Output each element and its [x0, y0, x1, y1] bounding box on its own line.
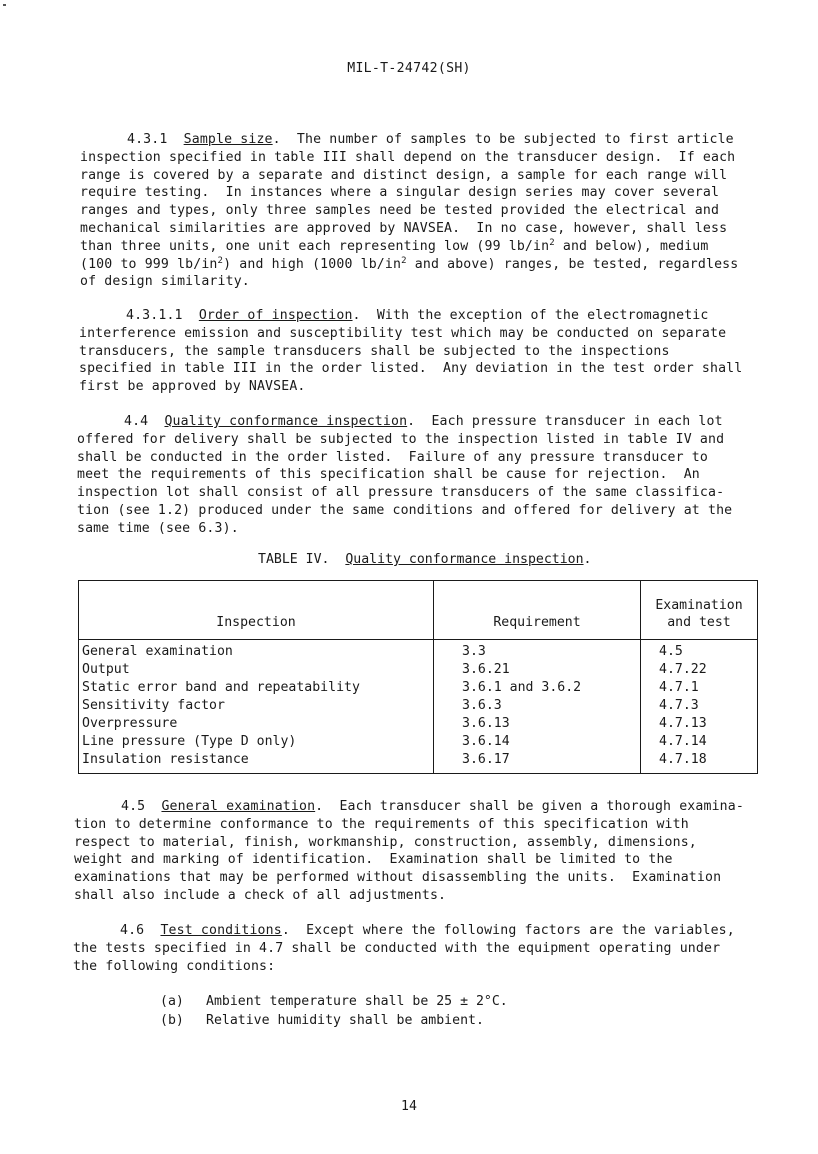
section-number: 4.6 [120, 923, 145, 938]
section-line: first be approved by NAVSEA. [79, 379, 306, 395]
section-text: With the exception of the electromagnetic [376, 308, 709, 323]
section-text: Each transducer shall be given a thorough examina- [339, 799, 744, 814]
table-cell: Output [82, 662, 130, 677]
section-4-3-1: 4.3.1 Sample size. The number of samples to be subjected to first article inspection specified in table III shall depend on the transducer design. If each range is covered by a separate and distinct design, a sample for each range will require testing. In instances where a singular design series may cover several ranges and types, only three samples need be tested provided the electrical and mechanical similarities are approved by NAVSEA. In no case, however, shall less than three units, one unit each representing low (99 $lb/in^2$ and below), medium (100 to 999 $lb/in^2$) and high (1000 $lb/in^2$ and above) ranges, be tested, regardless of design similarity. [80, 132, 739, 290]
section-4-5: 4.5 General examination. Each transducer shall be given a thorough examina- tion to determine conformance to the requirements of this specification with respect to material, finish, workmanship, construction, assembly, dimensions, weight and marking of identification. Examination shall be limited to the examinations that may be performed without disassembling the units. Examination shall also include a check of all adjustments. [74, 799, 744, 903]
section-line: the following conditions: [73, 958, 276, 974]
section-title: Order of inspection [198, 308, 353, 323]
table-cell: Static error band and repeatability [82, 680, 360, 695]
table-caption-label: TABLE IV. [258, 552, 330, 567]
section-line: respect to material, finish, workmanship, construction, assembly, dimensions, [74, 834, 697, 850]
list-item [160, 1011, 508, 1030]
column-header-requirement: Requirement [434, 581, 641, 640]
section-line: ) and high (1000 lb/in [223, 256, 402, 272]
section-line: inspection lot shall consist of all pressure transducers of the same classifica- [77, 485, 725, 501]
superscript: 2 [549, 237, 555, 248]
section-line: and above) ranges, be tested, regardless [406, 256, 739, 272]
list-item [160, 992, 508, 1011]
section-title: Quality conformance inspection [164, 414, 408, 429]
section-line: of design similarity. [80, 274, 250, 290]
section-line: weight and marking of identification. Examination shall be limited to the [74, 852, 673, 868]
table-body [79, 640, 758, 774]
table-cell: 3.6.1 and 3.6.2 [462, 680, 582, 695]
section-number: 4.5 [121, 799, 146, 814]
section-number: 4.3.1.1 [126, 308, 183, 323]
section-line: tion to determine conformance to the requirements of this specification with [74, 816, 689, 832]
test-conditions-list [160, 992, 508, 1030]
section-number: 4.3.1 [127, 132, 168, 147]
section-line: tion (see 1.2) produced under the same conditions and offered for delivery at the [77, 502, 733, 518]
column-header-inspection: Inspection [79, 581, 434, 640]
document-header: MIL-T-24742(SH) [347, 61, 471, 76]
list-item-text: Ambient temperature shall be 25 ± 2°C. [206, 994, 508, 1009]
header-line: Examination [655, 598, 743, 613]
section-line: range is covered by a separate and distinct design, a sample for each range will [80, 167, 728, 183]
section-number: 4.4 [124, 414, 149, 429]
table-cell: Insulation resistance [82, 752, 249, 767]
section-4-6: 4.6 Test conditions. Except where the following factors are the variables, the tests specified in 4.7 shall be conducted with the equipment operating under the following conditions: [73, 923, 735, 974]
table-cell: 3.3 [462, 644, 486, 659]
section-line: mechanical similarities are approved by NAVSEA. In no case, however, shall less [80, 220, 728, 236]
superscript: 2 [217, 255, 224, 266]
section-line: shall also include a check of all adjustments. [74, 887, 447, 903]
section-line: interference emission and susceptibility test which may be conducted on separate [79, 325, 727, 341]
list-item-label: (b) [160, 1013, 184, 1028]
table-cell: 4.7.1 [659, 680, 699, 695]
section-line: require testing. In instances where a singular design series may cover several [80, 185, 720, 201]
inspection-column [79, 640, 434, 774]
table-cell: 3.6.13 [462, 716, 510, 731]
section-line: offered for delivery shall be subjected to the inspection listed in table IV and [77, 431, 725, 447]
page-number: 14 [401, 1099, 417, 1114]
column-header-examination [641, 581, 758, 640]
table-cell: 3.6.17 [462, 752, 510, 767]
section-line: specified in table III in the order listed. Any deviation in the test order shall [79, 361, 743, 377]
section-line: shall be conducted in the order listed. Failure of any pressure transducer to [77, 449, 708, 465]
list-item-text: Relative humidity shall be ambient. [206, 1013, 484, 1028]
superscript: 2 [401, 255, 407, 266]
examination-column [641, 640, 758, 774]
section-4-4: 4.4 Quality conformance inspection. Each pressure transducer in each lot offered for delivery shall be subjected to the inspection listed in table IV and shall be conducted in the order listed. Failure of any pressure transducer to meet the requirements of this specification shall be cause for rejection. An inspection lot shall consist of all pressure transducers of the same classifica- tion (see 1.2) produced under the same conditions and offered for delivery at the same time (see 6.3). [77, 414, 733, 536]
header-line: and test [667, 615, 731, 630]
table-cell: 4.7.3 [659, 698, 699, 713]
table-cell: 4.7.14 [659, 734, 707, 749]
table-cell: Line pressure (Type D only) [82, 734, 297, 749]
section-line: (100 to 999 lb/in [80, 256, 218, 272]
section-line: the tests specified in 4.7 shall be conducted with the equipment operating under [73, 940, 721, 956]
table-cell: 4.7.22 [659, 662, 707, 677]
section-line: examinations that may be performed without disassembling the units. Examination [74, 870, 722, 886]
section-title: Sample size [183, 132, 273, 147]
list-item-label: (a) [160, 994, 184, 1009]
section-text: Except where the following factors are the variables, [306, 923, 735, 938]
section-text: Each pressure transducer in each lot [431, 414, 723, 429]
section-line: same time (see 6.3). [77, 520, 239, 536]
section-line: and below), medium [554, 238, 709, 254]
scan-mark [3, 4, 6, 6]
table-cell: 3.6.21 [462, 662, 510, 677]
quality-conformance-table [78, 580, 758, 774]
requirement-column [434, 640, 641, 774]
table-cell: 3.6.14 [462, 734, 510, 749]
table-cell: General examination [82, 644, 233, 659]
table-caption-title: Quality conformance inspection [345, 552, 584, 567]
section-line: than three units, one unit each representing low (99 lb/in [80, 238, 550, 254]
table-cell: Sensitivity factor [82, 698, 225, 713]
table-cell: 4.5 [659, 644, 683, 659]
table-header-row [79, 581, 758, 640]
section-text: The number of samples to be subjected to first article [296, 132, 734, 147]
section-line: meet the requirements of this specification shall be cause for rejection. An [77, 467, 700, 483]
table-cell: Overpressure [82, 716, 178, 731]
section-4-3-1-1: 4.3.1.1 Order of inspection. With the exception of the electromagnetic interference emission and susceptibility test which may be conducted on separate transducers, the sample transducers shall be subjected to the inspections specified in table III in the order listed. Any deviation in the test order shall first be approved by NAVSEA. [79, 308, 743, 395]
section-line: inspection specified in table III shall depend on the transducer design. If each [80, 149, 736, 165]
table-caption: TABLE IV. Quality conformance inspection. [258, 552, 592, 567]
section-line: transducers, the sample transducers shall be subjected to the inspections [79, 343, 670, 359]
section-title: General examination [161, 799, 316, 814]
table-cell: 4.7.18 [659, 752, 707, 767]
table-cell: 4.7.13 [659, 716, 707, 731]
table-cell: 3.6.3 [462, 698, 502, 713]
section-title: Test conditions [160, 923, 282, 938]
section-line: ranges and types, only three samples need be tested provided the electrical and [80, 203, 720, 219]
